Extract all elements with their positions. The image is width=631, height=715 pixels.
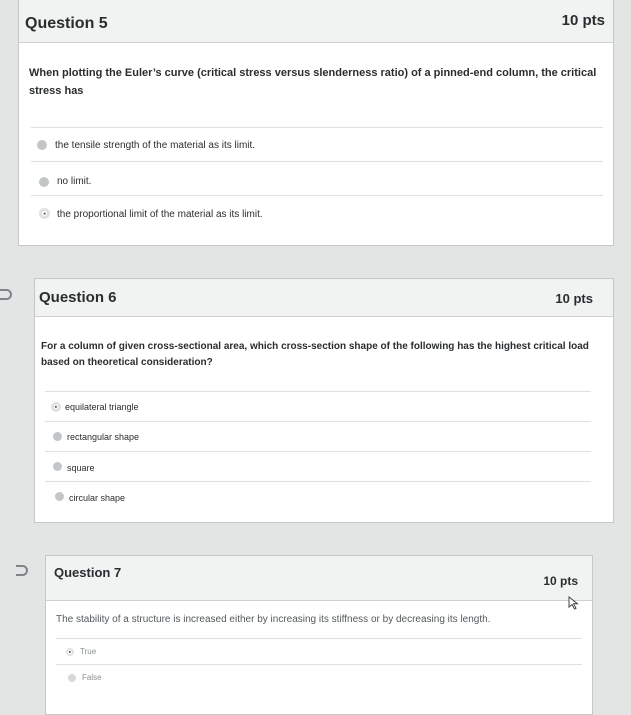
answer-label: rectangular shape: [67, 432, 140, 442]
question-7-text: The stability of a structure is increased either by increasing its stiffness or by decreasing its length.: [56, 614, 491, 625]
radio-button[interactable]: [53, 462, 62, 471]
question-5-points: 10 pts: [561, 12, 605, 29]
radio-button[interactable]: [39, 177, 49, 187]
question-7-header: [46, 556, 592, 601]
question-7-points: 10 pts: [543, 574, 578, 588]
radio-button[interactable]: [53, 432, 62, 441]
radio-button[interactable]: [55, 492, 64, 501]
question-6-text: For a column of given cross-sectional area, which cross-section shape of the following has the highest critical load based on theoretical consideration?: [41, 341, 589, 368]
question-5-text: When plotting the Euler’s curve (critical stress versus slenderness ratio) of a pinned-end column, the critical stress has: [29, 67, 597, 97]
question-5-card: [18, 0, 614, 246]
answer-label: circular shape: [69, 493, 126, 503]
radio-button-selected[interactable]: [51, 402, 61, 412]
question-7-title: Question 7: [54, 565, 122, 580]
answer-option[interactable]: [56, 638, 582, 664]
answer-option[interactable]: [45, 391, 591, 421]
question-7-answers: [56, 638, 582, 690]
radio-button-selected[interactable]: [39, 208, 50, 219]
answer-option[interactable]: [45, 481, 591, 511]
radio-button[interactable]: [37, 140, 47, 150]
answer-label: square: [67, 463, 95, 473]
bookmark-flag-icon[interactable]: [16, 565, 28, 576]
answer-label: equilateral triangle: [65, 402, 139, 412]
question-7-card: [45, 555, 593, 715]
answer-option[interactable]: [31, 127, 603, 161]
question-5-answers: [31, 127, 603, 229]
answer-label: False: [82, 673, 102, 682]
question-5-title: Question 5: [25, 15, 108, 32]
question-6-title: Question 6: [39, 289, 117, 306]
answer-label: the tensile strength of the material as its limit.: [55, 140, 256, 151]
mouse-pointer-icon: [568, 596, 580, 610]
question-6-answers: [45, 391, 591, 511]
radio-button-selected[interactable]: [66, 648, 74, 656]
bookmark-flag-icon[interactable]: [0, 289, 12, 300]
question-6-card: [34, 278, 614, 523]
answer-label: the proportional limit of the material as its limit.: [57, 209, 263, 220]
answer-option[interactable]: [31, 195, 603, 229]
question-6-header: [35, 279, 613, 317]
radio-button[interactable]: [68, 674, 76, 682]
answer-option[interactable]: [31, 161, 603, 195]
answer-label: no limit.: [57, 176, 92, 187]
answer-option[interactable]: [45, 451, 591, 481]
answer-option[interactable]: [56, 664, 582, 690]
answer-option[interactable]: [45, 421, 591, 451]
answer-label: True: [80, 647, 97, 656]
question-5-header: [19, 0, 613, 43]
question-6-points: 10 pts: [555, 291, 593, 306]
